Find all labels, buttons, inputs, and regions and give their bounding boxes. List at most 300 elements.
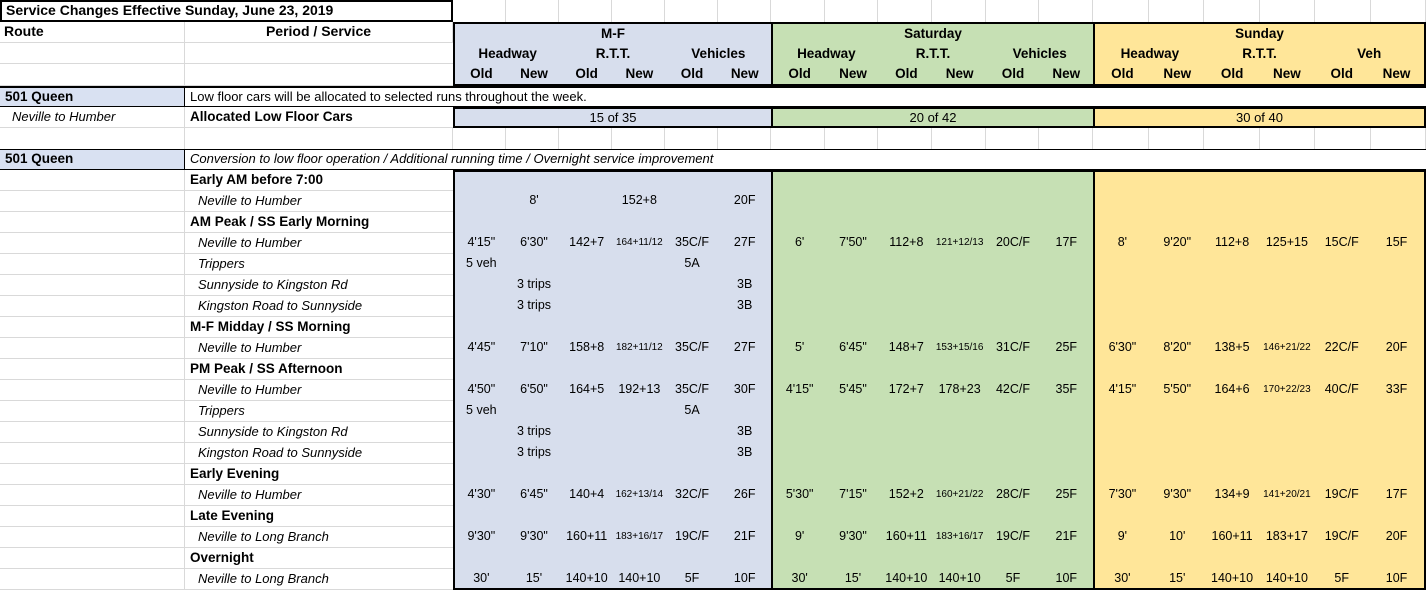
data-cell[interactable] <box>508 548 561 569</box>
data-cell[interactable]: 148+7 <box>888 340 924 354</box>
data-cell[interactable] <box>1095 275 1150 296</box>
data-cell[interactable] <box>986 296 1039 317</box>
data-cell[interactable] <box>455 317 508 338</box>
mf-veh-new[interactable]: New <box>730 66 759 81</box>
data-cell[interactable] <box>560 548 613 569</box>
data-cell[interactable] <box>1369 212 1424 233</box>
data-cell[interactable] <box>1205 443 1260 464</box>
mf-headway-new[interactable]: New <box>520 66 548 81</box>
data-cell[interactable] <box>560 191 613 212</box>
data-cell[interactable] <box>1314 548 1369 569</box>
data-cell[interactable] <box>1314 317 1369 338</box>
data-cell[interactable]: 20F <box>1385 340 1408 354</box>
data-cell[interactable] <box>880 548 933 569</box>
data-cell[interactable] <box>1369 317 1424 338</box>
data-cell[interactable] <box>560 275 613 296</box>
conversion-note[interactable]: Conversion to low floor operation / Additional running time / Overnight service improvement <box>190 151 714 166</box>
data-cell[interactable] <box>1040 422 1093 443</box>
data-cell[interactable] <box>455 191 508 212</box>
data-cell[interactable] <box>1205 172 1260 191</box>
data-cell[interactable] <box>1040 548 1093 569</box>
data-cell[interactable]: 9'30" <box>467 529 496 543</box>
data-cell[interactable] <box>1314 191 1369 212</box>
data-cell[interactable] <box>613 401 666 422</box>
data-cell[interactable] <box>718 359 771 380</box>
data-cell[interactable] <box>880 296 933 317</box>
data-cell[interactable] <box>613 359 666 380</box>
data-cell[interactable] <box>1259 401 1314 422</box>
allocated-label[interactable]: Allocated Low Floor Cars <box>185 107 453 128</box>
data-cell[interactable]: 5F <box>1005 571 1021 585</box>
data-cell[interactable]: 7'15" <box>839 487 867 501</box>
data-cell[interactable] <box>1259 296 1314 317</box>
data-cell[interactable] <box>986 254 1039 275</box>
data-cell[interactable]: 4'15" <box>467 235 496 249</box>
data-cell[interactable] <box>1040 317 1093 338</box>
data-cell[interactable]: 21F <box>1055 529 1078 543</box>
data-cell[interactable]: 30' <box>473 571 490 585</box>
data-cell[interactable] <box>1040 443 1093 464</box>
data-cell[interactable]: 5 veh <box>466 403 497 417</box>
data-cell[interactable] <box>1259 254 1314 275</box>
data-cell[interactable] <box>933 548 986 569</box>
branch-label[interactable]: Kingston Road to Sunnyside <box>185 443 453 464</box>
sunday-headway-old[interactable]: Old <box>1111 66 1134 81</box>
data-cell[interactable]: 6'30" <box>520 235 548 249</box>
data-cell[interactable]: 140+4 <box>569 487 605 501</box>
data-cell[interactable]: 5A <box>684 256 700 270</box>
data-cell[interactable] <box>880 172 933 191</box>
data-cell[interactable] <box>1205 548 1260 569</box>
data-cell[interactable]: 5F <box>684 571 700 585</box>
data-cell[interactable]: 4'15" <box>785 382 814 396</box>
data-cell[interactable] <box>986 422 1039 443</box>
sunday-veh-header[interactable]: Veh <box>1357 46 1382 61</box>
data-cell[interactable]: 178+23 <box>938 382 981 396</box>
data-cell[interactable] <box>1040 172 1093 191</box>
data-cell[interactable]: 121+12/13 <box>935 237 984 248</box>
data-cell[interactable] <box>933 317 986 338</box>
data-cell[interactable] <box>560 172 613 191</box>
data-cell[interactable] <box>1040 212 1093 233</box>
data-cell[interactable] <box>613 254 666 275</box>
data-cell[interactable] <box>933 275 986 296</box>
data-cell[interactable]: 152+2 <box>888 487 924 501</box>
data-cell[interactable] <box>826 275 879 296</box>
data-cell[interactable] <box>1314 212 1369 233</box>
data-cell[interactable] <box>718 172 771 191</box>
data-cell[interactable]: 22C/F <box>1324 340 1359 354</box>
data-cell[interactable] <box>1040 464 1093 485</box>
data-cell[interactable] <box>1205 422 1260 443</box>
data-cell[interactable] <box>455 275 508 296</box>
data-cell[interactable]: 35F <box>1055 382 1078 396</box>
data-cell[interactable] <box>1150 191 1205 212</box>
data-cell[interactable]: 9' <box>1117 529 1128 543</box>
data-cell[interactable] <box>1150 172 1205 191</box>
data-cell[interactable] <box>1095 359 1150 380</box>
data-cell[interactable] <box>455 422 508 443</box>
data-cell[interactable] <box>1150 401 1205 422</box>
data-cell[interactable] <box>933 359 986 380</box>
data-cell[interactable]: 15C/F <box>1324 235 1359 249</box>
data-cell[interactable] <box>880 464 933 485</box>
mf-headway-old[interactable]: Old <box>470 66 493 81</box>
period-label[interactable]: Late Evening <box>185 506 453 527</box>
data-cell[interactable]: 9'20" <box>1163 235 1192 249</box>
period-label[interactable]: Early AM before 7:00 <box>185 170 453 191</box>
data-cell[interactable] <box>1150 359 1205 380</box>
data-cell[interactable]: 3B <box>737 277 753 291</box>
saturday-headway-header[interactable]: Headway <box>797 46 856 61</box>
data-cell[interactable] <box>826 401 879 422</box>
data-cell[interactable] <box>666 464 719 485</box>
data-cell[interactable] <box>1095 254 1150 275</box>
data-cell[interactable] <box>613 296 666 317</box>
data-cell[interactable] <box>1369 443 1424 464</box>
data-cell[interactable]: 19C/F <box>995 529 1030 543</box>
data-cell[interactable] <box>826 359 879 380</box>
data-cell[interactable]: 27F <box>733 235 756 249</box>
data-cell[interactable] <box>986 548 1039 569</box>
data-cell[interactable]: 19C/F <box>1324 529 1359 543</box>
data-cell[interactable] <box>613 443 666 464</box>
mf-group-label[interactable]: M-F <box>601 26 625 41</box>
data-cell[interactable] <box>986 359 1039 380</box>
data-cell[interactable]: 35C/F <box>675 382 710 396</box>
data-cell[interactable] <box>613 275 666 296</box>
data-cell[interactable] <box>1314 422 1369 443</box>
data-cell[interactable] <box>1150 275 1205 296</box>
data-cell[interactable]: 19C/F <box>675 529 710 543</box>
data-cell[interactable] <box>1205 275 1260 296</box>
mf-vehicles-header[interactable]: Vehicles <box>691 46 746 61</box>
data-cell[interactable] <box>455 464 508 485</box>
data-cell[interactable] <box>1369 172 1424 191</box>
data-cell[interactable] <box>773 506 826 527</box>
data-cell[interactable]: 160+11 <box>1211 529 1253 543</box>
data-cell[interactable] <box>666 506 719 527</box>
sunday-rtt-new[interactable]: New <box>1273 66 1301 81</box>
data-cell[interactable] <box>1369 506 1424 527</box>
data-cell[interactable] <box>508 401 561 422</box>
data-cell[interactable]: 160+21/22 <box>935 489 984 500</box>
data-cell[interactable] <box>666 212 719 233</box>
saturday-allocated-value[interactable]: 20 of 42 <box>909 110 957 125</box>
period-label[interactable]: M-F Midday / SS Morning <box>185 317 453 338</box>
data-cell[interactable] <box>718 254 771 275</box>
data-cell[interactable]: 140+10 <box>1265 571 1308 585</box>
data-cell[interactable] <box>773 359 826 380</box>
data-cell[interactable] <box>773 296 826 317</box>
data-cell[interactable] <box>880 254 933 275</box>
data-cell[interactable]: 17F <box>1385 487 1408 501</box>
mf-headway-header[interactable]: Headway <box>478 46 537 61</box>
period-label[interactable]: PM Peak / SS Afternoon <box>185 359 453 380</box>
data-cell[interactable] <box>455 296 508 317</box>
page-title[interactable]: Service Changes Effective Sunday, June 23, 2019 <box>0 0 453 22</box>
data-cell[interactable] <box>826 212 879 233</box>
data-cell[interactable] <box>933 254 986 275</box>
data-cell[interactable] <box>455 359 508 380</box>
data-cell[interactable]: 4'45" <box>467 340 496 354</box>
data-cell[interactable] <box>773 172 826 191</box>
data-cell[interactable] <box>933 464 986 485</box>
data-cell[interactable] <box>1259 359 1314 380</box>
data-cell[interactable] <box>880 317 933 338</box>
sunday-headway-header[interactable]: Headway <box>1120 46 1180 61</box>
data-cell[interactable]: 3B <box>737 424 753 438</box>
data-cell[interactable]: 153+15/16 <box>935 342 984 353</box>
data-cell[interactable]: 28C/F <box>995 487 1030 501</box>
data-cell[interactable]: 35C/F <box>675 340 710 354</box>
data-cell[interactable]: 140+10 <box>618 571 661 585</box>
data-cell[interactable] <box>1259 506 1314 527</box>
data-cell[interactable] <box>986 212 1039 233</box>
branch-label[interactable]: Neville to Humber <box>185 380 453 401</box>
data-cell[interactable] <box>1040 506 1093 527</box>
data-cell[interactable]: 19C/F <box>1324 487 1359 501</box>
branch-label[interactable]: Neville to Humber <box>185 233 453 254</box>
data-cell[interactable]: 6' <box>794 235 805 249</box>
data-cell[interactable] <box>773 464 826 485</box>
data-cell[interactable]: 134+9 <box>1214 487 1250 501</box>
data-cell[interactable] <box>773 191 826 212</box>
data-cell[interactable]: 183+16/17 <box>935 531 984 542</box>
data-cell[interactable]: 183+16/17 <box>615 531 664 542</box>
data-cell[interactable] <box>986 317 1039 338</box>
data-cell[interactable]: 20C/F <box>995 235 1030 249</box>
data-cell[interactable]: 31C/F <box>995 340 1030 354</box>
data-cell[interactable]: 5' <box>794 340 805 354</box>
data-cell[interactable] <box>880 275 933 296</box>
data-cell[interactable] <box>1369 275 1424 296</box>
data-cell[interactable] <box>986 401 1039 422</box>
data-cell[interactable] <box>773 317 826 338</box>
data-cell[interactable] <box>1150 254 1205 275</box>
route-header[interactable]: Route <box>0 22 185 43</box>
data-cell[interactable] <box>1205 296 1260 317</box>
data-cell[interactable] <box>666 359 719 380</box>
data-cell[interactable] <box>773 254 826 275</box>
branch-label[interactable]: Trippers <box>185 401 453 422</box>
data-cell[interactable] <box>1095 317 1150 338</box>
period-label[interactable]: Overnight <box>185 548 453 569</box>
data-cell[interactable] <box>1205 254 1260 275</box>
data-cell[interactable]: 125+15 <box>1265 235 1308 249</box>
route-name-cell[interactable]: 501 Queen <box>0 88 185 106</box>
branch-label[interactable]: Neville to Long Branch <box>185 569 453 590</box>
data-cell[interactable] <box>1259 443 1314 464</box>
data-cell[interactable]: 152+8 <box>621 193 657 207</box>
data-cell[interactable]: 15' <box>1169 571 1186 585</box>
data-cell[interactable] <box>1150 317 1205 338</box>
data-cell[interactable] <box>1095 548 1150 569</box>
data-cell[interactable] <box>560 359 613 380</box>
data-cell[interactable] <box>1369 191 1424 212</box>
data-cell[interactable]: 17F <box>1055 235 1078 249</box>
data-cell[interactable] <box>826 464 879 485</box>
data-cell[interactable] <box>1205 464 1260 485</box>
data-cell[interactable]: 5A <box>684 403 700 417</box>
mf-rtt-header[interactable]: R.T.T. <box>595 46 631 61</box>
data-cell[interactable] <box>1040 254 1093 275</box>
data-cell[interactable] <box>826 443 879 464</box>
data-cell[interactable] <box>1369 422 1424 443</box>
branch-label[interactable]: Neville to Long Branch <box>185 527 453 548</box>
data-cell[interactable]: 3 trips <box>516 445 552 459</box>
data-cell[interactable]: 7'30" <box>1108 487 1137 501</box>
data-cell[interactable] <box>508 359 561 380</box>
data-cell[interactable] <box>1314 464 1369 485</box>
data-cell[interactable] <box>508 212 561 233</box>
data-cell[interactable] <box>1095 422 1150 443</box>
branch-label[interactable]: Sunnyside to Kingston Rd <box>185 422 453 443</box>
data-cell[interactable]: 9'30" <box>520 529 548 543</box>
data-cell[interactable]: 35C/F <box>675 235 710 249</box>
data-cell[interactable]: 5 veh <box>466 256 497 270</box>
data-cell[interactable] <box>613 212 666 233</box>
data-cell[interactable] <box>1259 422 1314 443</box>
period-service-header[interactable]: Period / Service <box>185 22 453 43</box>
sunday-allocated-value[interactable]: 30 of 40 <box>1236 110 1283 125</box>
data-cell[interactable] <box>1314 254 1369 275</box>
data-cell[interactable] <box>1259 464 1314 485</box>
data-cell[interactable] <box>455 172 508 191</box>
data-cell[interactable] <box>1369 254 1424 275</box>
data-cell[interactable]: 3 trips <box>516 277 552 291</box>
data-cell[interactable] <box>1150 548 1205 569</box>
data-cell[interactable] <box>1314 296 1369 317</box>
data-cell[interactable] <box>560 401 613 422</box>
data-cell[interactable]: 142+7 <box>569 235 605 249</box>
mf-veh-old[interactable]: Old <box>680 66 704 81</box>
data-cell[interactable] <box>1205 359 1260 380</box>
data-cell[interactable] <box>1095 464 1150 485</box>
data-cell[interactable] <box>613 422 666 443</box>
data-cell[interactable]: 9'30" <box>839 529 867 543</box>
data-cell[interactable] <box>1369 359 1424 380</box>
data-cell[interactable] <box>1205 191 1260 212</box>
data-cell[interactable]: 26F <box>733 487 756 501</box>
data-cell[interactable] <box>1205 401 1260 422</box>
mf-allocated-value[interactable]: 15 of 35 <box>589 110 637 125</box>
saturday-veh-new[interactable]: New <box>1052 66 1081 81</box>
data-cell[interactable] <box>560 464 613 485</box>
data-cell[interactable]: 140+10 <box>885 571 928 585</box>
data-cell[interactable] <box>826 422 879 443</box>
data-cell[interactable] <box>1095 212 1150 233</box>
branch-name-cell[interactable]: Neville to Humber <box>0 107 185 128</box>
data-cell[interactable] <box>508 317 561 338</box>
data-cell[interactable] <box>880 506 933 527</box>
data-cell[interactable]: 5'45" <box>839 382 867 396</box>
data-cell[interactable]: 6'30" <box>1108 340 1137 354</box>
data-cell[interactable]: 27F <box>733 340 756 354</box>
data-cell[interactable]: 192+13 <box>618 382 661 396</box>
data-cell[interactable] <box>1259 317 1314 338</box>
data-cell[interactable]: 30' <box>791 571 808 585</box>
data-cell[interactable] <box>666 191 719 212</box>
data-cell[interactable] <box>1369 296 1424 317</box>
data-cell[interactable] <box>773 212 826 233</box>
data-cell[interactable]: 158+8 <box>569 340 605 354</box>
period-label[interactable]: Early Evening <box>185 464 453 485</box>
data-cell[interactable] <box>1369 464 1424 485</box>
data-cell[interactable] <box>986 191 1039 212</box>
data-cell[interactable] <box>933 443 986 464</box>
data-cell[interactable]: 112+8 <box>889 235 924 249</box>
data-cell[interactable]: 32C/F <box>675 487 710 501</box>
data-cell[interactable] <box>560 296 613 317</box>
data-cell[interactable] <box>508 254 561 275</box>
saturday-vehicles-header[interactable]: Vehicles <box>1012 46 1067 61</box>
data-cell[interactable] <box>1369 401 1424 422</box>
data-cell[interactable]: 162+13/14 <box>615 489 664 500</box>
data-cell[interactable]: 4'15" <box>1108 382 1137 396</box>
data-cell[interactable]: 164+5 <box>569 382 605 396</box>
data-cell[interactable] <box>613 548 666 569</box>
data-cell[interactable]: 15' <box>844 571 862 585</box>
sunday-rtt-header[interactable]: R.T.T. <box>1242 46 1277 61</box>
data-cell[interactable] <box>1095 191 1150 212</box>
data-cell[interactable] <box>455 548 508 569</box>
data-cell[interactable] <box>880 401 933 422</box>
data-cell[interactable]: 4'30" <box>467 487 496 501</box>
data-cell[interactable]: 20F <box>733 193 756 207</box>
data-cell[interactable] <box>986 172 1039 191</box>
data-cell[interactable]: 4'50" <box>467 382 496 396</box>
data-cell[interactable] <box>560 212 613 233</box>
data-cell[interactable]: 10F <box>1385 571 1408 585</box>
data-cell[interactable] <box>718 506 771 527</box>
data-cell[interactable] <box>773 548 826 569</box>
data-cell[interactable] <box>1150 422 1205 443</box>
data-cell[interactable] <box>1259 212 1314 233</box>
data-cell[interactable]: 8' <box>1117 235 1128 249</box>
data-cell[interactable] <box>986 443 1039 464</box>
data-cell[interactable]: 20F <box>1385 529 1408 543</box>
data-cell[interactable] <box>718 212 771 233</box>
data-cell[interactable] <box>1314 275 1369 296</box>
data-cell[interactable] <box>933 296 986 317</box>
data-cell[interactable]: 10F <box>733 571 756 585</box>
data-cell[interactable] <box>613 172 666 191</box>
data-cell[interactable] <box>1095 443 1150 464</box>
data-cell[interactable] <box>508 506 561 527</box>
sunday-headway-new[interactable]: New <box>1163 66 1192 81</box>
data-cell[interactable]: 40C/F <box>1324 382 1359 396</box>
data-cell[interactable] <box>1259 172 1314 191</box>
data-cell[interactable]: 5'30" <box>785 487 814 501</box>
data-cell[interactable] <box>933 422 986 443</box>
data-cell[interactable]: 6'45" <box>520 487 548 501</box>
data-cell[interactable] <box>666 275 719 296</box>
data-cell[interactable] <box>560 317 613 338</box>
data-cell[interactable] <box>1259 548 1314 569</box>
data-cell[interactable] <box>1040 296 1093 317</box>
data-cell[interactable] <box>880 443 933 464</box>
data-cell[interactable]: 5F <box>1334 571 1350 585</box>
data-cell[interactable] <box>826 191 879 212</box>
data-cell[interactable] <box>773 275 826 296</box>
mf-rtt-old[interactable]: Old <box>575 66 598 81</box>
branch-label[interactable]: Sunnyside to Kingston Rd <box>185 275 453 296</box>
data-cell[interactable] <box>613 317 666 338</box>
data-cell[interactable] <box>613 464 666 485</box>
data-cell[interactable] <box>560 422 613 443</box>
data-cell[interactable] <box>1040 401 1093 422</box>
